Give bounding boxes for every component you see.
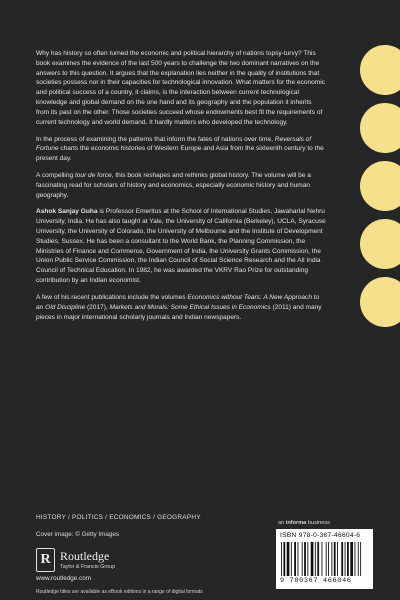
publisher-name: Routledge [60,549,110,563]
blurb-paragraph-1: Why has history so often turned the economic and political hierarchy of nations topsy-turvy? This book examines the evidence of the last 500 years to challenge the two dominant narratives on the answers to this question. It argues that the explanation lies neither in the quality of institutions that societies possess nor in their capacities for technological innovation. What matters for the economic and political success of a country, it claims, is the interaction between current technological knowledge and global demand on the one hand and its geography and the population it inherits from its past on the other. Those societies succeed whose endowments best fit the requirements of current technology and world demand. It hardly matters who developed the technology. [36,50,325,126]
back-cover-blurb [36,49,326,329]
cover-image-credit: Cover image: © Getty Images [36,531,120,538]
blurb-paragraph-2: In the process of examining the patterns that inform the fates of nations over time, Reversals of Fortune charts the economic histories of Western Europe and Asia from the sixteenth century to the present day. [36,135,324,163]
circle-shape [360,45,400,95]
barcode-digits: 9 780367 466046 [280,577,352,585]
blurb-paragraph-3: A compelling tour de force, this book reshapes and rethinks global history. The volume will be a fascinating read for scholars of history and economics, especially economic history and human geography. [36,171,311,199]
publisher-url: www.routledge.com [36,575,91,582]
publisher-subtitle: Taylor & Francis Group [60,564,116,570]
publisher-logo [36,548,115,572]
informa-imprint: an informa business [278,520,330,526]
circle-shape [360,219,400,269]
routledge-logo-icon: R [36,548,55,572]
isbn-barcode [276,529,373,589]
ebook-note: Routledge titles are available as eBook editions in a range of digital formats [36,589,203,595]
author-name: Ashok Sanjay Guha [36,208,98,216]
subject-categories: HISTORY / POLITICS / ECONOMICS / GEOGRAPHY [36,514,201,521]
barcode-icon [280,542,369,576]
isbn-text: ISBN 978-0-367-46604-6 [280,532,361,539]
author-bio: Ashok Sanjay Guha is Professor Emeritus at the School of International Studies, Jawaharlal Nehru University, India. He has also taught at Yale, the University of California (Berkeley), UCLA, Syracuse University, the University of Colorado, the University of Melbourne and the Institute of Development Studies, Sussex. He has been a consultant to the World Bank, the Planning Commission, the Ministries of Finance and Commerce, Government of India, the University Grants Commission, the Union Public Service Commission, the Indian Council of Social Science Research and the All India Council of Technical Education. In 1982, he was awarded the VKRV Rao Prize for outstanding contribution by an Indian economist. [36,208,326,285]
decorative-circles [360,45,400,335]
circle-shape [360,161,400,211]
blurb-publications: A few of his recent publications include the volumes Economics without Tears: A New Approach to an Old Discipline (2017), Markets and Morals: Some Ethical Issues in Economics (2011) and many pieces in major international scholarly journals and Indian newspapers. [36,293,322,321]
book-title: Reversals of Fortune [36,135,312,153]
circle-shape [360,103,400,153]
circle-shape [360,277,400,327]
